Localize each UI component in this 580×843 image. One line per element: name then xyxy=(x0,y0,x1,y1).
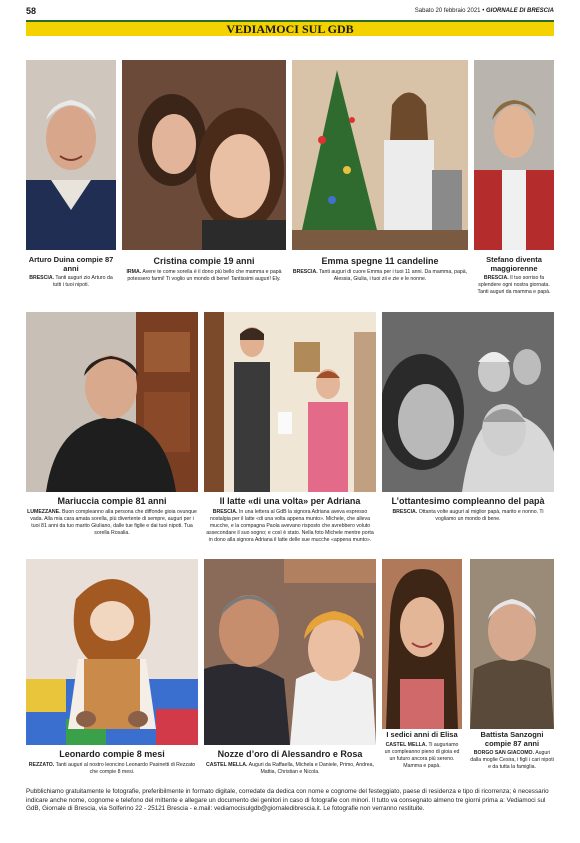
page-number: 58 xyxy=(26,6,37,16)
caption-place: BRESCIA. xyxy=(29,275,55,282)
caption-text xyxy=(470,750,554,771)
photo-papa xyxy=(382,312,554,492)
caption-text xyxy=(292,269,468,283)
caption-place: CASTEL MELLA. xyxy=(385,741,427,748)
caption-title: Leonardo compie 8 mesi xyxy=(59,749,165,759)
caption-place: BRESCIA. xyxy=(392,509,418,516)
caption-message: Il tuo sorriso fa splendere ogni nostra giornata. Tanti auguri da mamma e papà. xyxy=(477,275,551,296)
caption-text xyxy=(382,509,554,523)
photo-leonardo xyxy=(26,559,198,745)
caption-title: Emma spegne 11 candeline xyxy=(321,256,439,266)
photo-cristina xyxy=(122,60,286,250)
caption-place: CASTEL MELLA. xyxy=(206,762,248,769)
photo-nozze xyxy=(204,559,376,745)
caption-message: Tanti auguri di cuore Emma per i tuoi 11 anni. Da mamma, papà, Alessia, Giulia, i tuoi zii e zie e le nonne. xyxy=(319,269,468,283)
caption-text xyxy=(26,762,198,776)
submission-instructions: Pubblichiamo gratuitamente le fotografie, preferibilmente in formato digitale, corredate da dedica con nome e cognome del festeggiato, paese di residenza e tipo di ricorrenza; è necessario indicare anche nome, cognome e telefono del mittente e allegare un documento dei genitori in caso di fotografie con minori. Il tutto va consegnato almeno tre giorni prima a: Vediamoci sul GdB, Giornale di Brescia, via Solferino 22 - 25121 Brescia - e.mail: vediamocisulgdb@giornaledibrescia.it. Le fotografie non verranno restituite. xyxy=(26,788,549,812)
photo-elisa xyxy=(382,559,462,729)
caption-message: In una lettera al GdB la signora Adriana aveva espresso nostalgia per il latte «di una volta appena munto». Michele, che alleva mucche, e la compagna Paola avevano risposto che avrebbero voluto assecondare il suo sogno; e così è stato. Nella foto Michele mentre porta in dono alla signora Adriana il latte delle sue mucche «appena munto». xyxy=(206,509,374,544)
caption-message: Auguri dalla moglie Cesira, i figli i cari nipoti e da tutta la famiglia. xyxy=(470,750,554,771)
caption-title: Stefano diventa maggiorenne xyxy=(486,255,542,273)
caption-title: Battista Sanzogni compie 87 anni xyxy=(480,730,544,748)
caption-text xyxy=(26,509,198,537)
caption-text xyxy=(382,742,462,770)
photo-stefano xyxy=(474,60,554,250)
caption-title: Il latte «di una volta» per Adriana xyxy=(219,496,361,506)
caption-text xyxy=(204,509,376,544)
caption-place: LUMEZZANE. xyxy=(27,509,61,516)
caption-message: Tanti auguri zio Arturo da tutti i tuoi nipoti. xyxy=(52,275,113,289)
caption-message: Avere te come sorella è il dono più bello che mamma e papà potessero farmi! Ti voglio un mondo di bene! Tantissimi auguri! Ely. xyxy=(127,269,282,283)
page-header xyxy=(26,6,554,18)
caption-text xyxy=(122,269,286,283)
caption-text xyxy=(26,275,116,289)
header-date-line xyxy=(415,8,554,14)
caption-title: Mariuccia compie 81 anni xyxy=(57,496,167,506)
caption-message: Tanti auguri al nostro leoncino Leonardo Pasinetti di Rezzato che compie 8 mesi. xyxy=(55,762,196,776)
header-separator: • xyxy=(482,8,485,14)
caption-message: Ti auguriamo un compleanno pieno di gioia ed un futuro ancora più sereno. Mamma e papà. xyxy=(384,741,460,769)
photo-adriana xyxy=(204,312,376,492)
caption-message: Auguri da Raffaella, Michela e Daniele, Primo, Andrea, Mattia, Christian e Nicola. xyxy=(248,762,374,776)
issue-date: Sabato 20 febbraio 2021 xyxy=(414,8,481,14)
photo-mariuccia xyxy=(26,312,198,492)
caption-place: BRESCIA. xyxy=(292,269,318,276)
caption-place: BRESCIA. xyxy=(212,509,238,516)
caption-place: BRESCIA. xyxy=(483,275,509,282)
photo-arturo xyxy=(26,60,116,250)
caption-text xyxy=(474,275,554,296)
caption-place: IRMA. xyxy=(126,269,142,276)
newspaper-name: GIORNALE DI BRESCIA xyxy=(485,8,554,14)
photo-emma xyxy=(292,60,468,250)
photo-battista xyxy=(470,559,554,729)
caption-title: Nozze d’oro di Alessandro e Rosa xyxy=(217,749,363,759)
caption-message: Buon compleanno alla persona che diffonde gioia ovunque vada. Alla mia cara amata sorella, più divertente di sempre, auguri per i tuoi 81 anni da tuo marito Giuliano, dalle tue figlie e dai tuoi nipoti. Tua sorella Rosalia. xyxy=(30,509,197,537)
caption-title: Arturo Duina compie 87 anni xyxy=(28,255,114,273)
section-banner: VEDIAMOCI SUL GDB xyxy=(26,20,554,36)
caption-place: BORGO SAN GIACOMO. xyxy=(473,750,535,757)
caption-message: Ottanta volte auguri al miglior papà, marito e nonno. Ti vogliamo un mondo di bene. xyxy=(418,509,544,523)
caption-title: I sedici anni di Elisa xyxy=(386,730,458,739)
caption-title: Cristina compie 19 anni xyxy=(153,256,255,266)
caption-title: L’ottantesimo compleanno del papà xyxy=(391,496,545,506)
caption-text xyxy=(204,762,376,776)
caption-place: REZZATO. xyxy=(28,762,55,769)
